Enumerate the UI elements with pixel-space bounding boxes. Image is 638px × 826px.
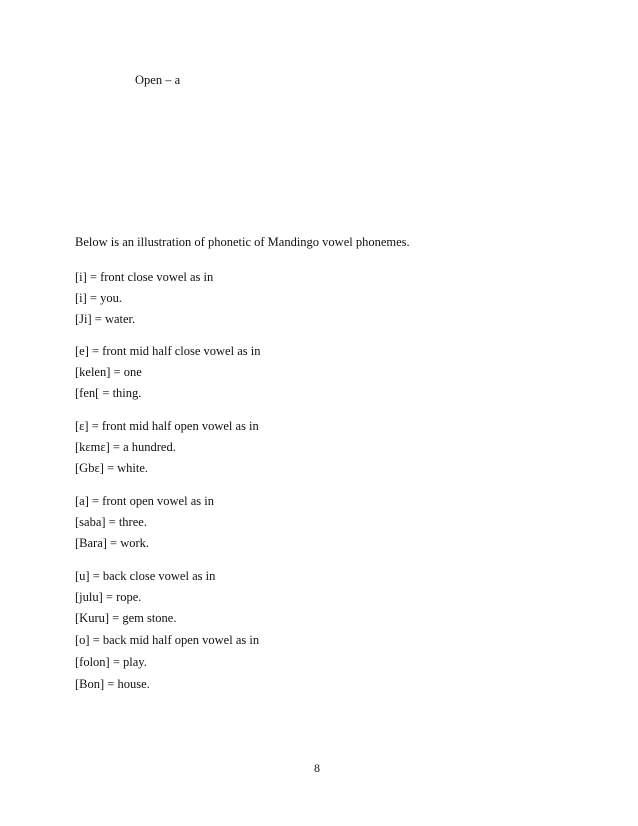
vowel-i-example-2: [Ji] = water. <box>75 312 136 326</box>
vowel-o-definition: [o] = back mid half open vowel as in <box>75 633 260 647</box>
vowel-o-example-1: [folon] = play. <box>75 655 147 669</box>
vowel-a-definition: [a] = front open vowel as in <box>75 494 214 508</box>
vowel-a-example-1: [saba] = three. <box>75 515 147 529</box>
vowel-i-definition: [i] = front close vowel as in <box>75 270 214 284</box>
vowel-e-example-2: [fen[ = thing. <box>75 386 142 400</box>
page-number: 8 <box>314 761 320 775</box>
vowel-a-example-2: [Bara] = work. <box>75 536 150 550</box>
vowel-e-example-1: [kelen] = one <box>75 365 142 379</box>
vowel-i-example-1: [i] = you. <box>75 291 122 305</box>
vowel-e-definition: [e] = front mid half close vowel as in <box>75 344 261 358</box>
open-vowel-heading: Open – a <box>135 73 181 87</box>
vowel-open-e-example-2: [Gbɛ] = white. <box>75 461 149 475</box>
vowel-o-example-2: [Bon] = house. <box>75 677 150 691</box>
vowel-u-example-1: [julu] = rope. <box>75 590 142 604</box>
intro-paragraph: Below is an illustration of phonetic of Mandingo vowel phonemes. <box>75 235 410 249</box>
vowel-u-definition: [u] = back close vowel as in <box>75 569 216 583</box>
vowel-open-e-definition: [ɛ] = front mid half open vowel as in <box>75 419 259 433</box>
vowel-open-e-example-1: [kɛmɛ] = a hundred. <box>75 440 176 454</box>
vowel-u-example-2: [Kuru] = gem stone. <box>75 611 177 625</box>
